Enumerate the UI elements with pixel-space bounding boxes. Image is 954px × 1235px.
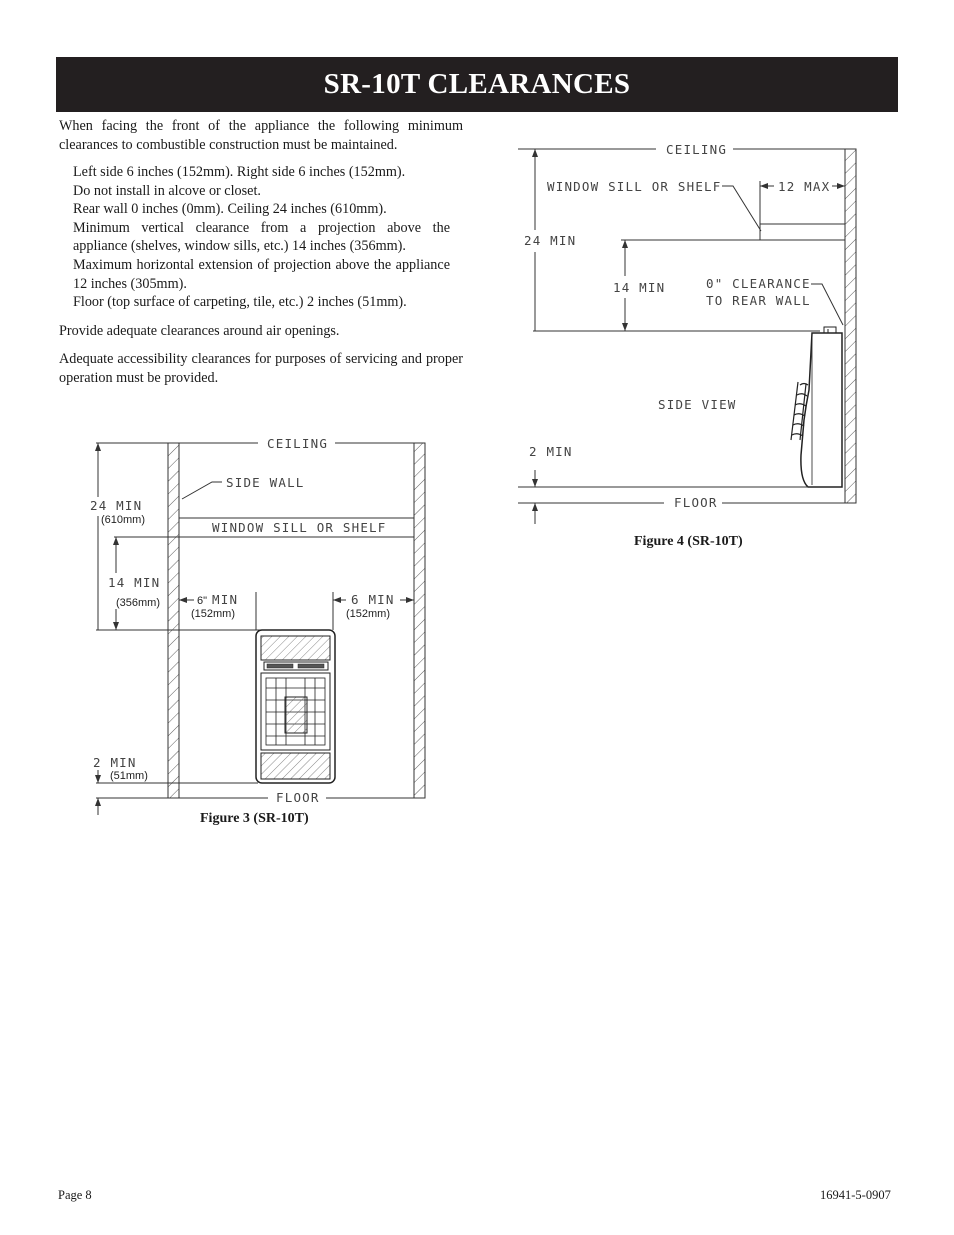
fig3-window-sill-label: WINDOW SILL OR SHELF — [212, 520, 387, 535]
document-number: 16941-5-0907 — [820, 1188, 891, 1202]
fig3-left-152mm: (152mm) — [191, 608, 236, 620]
page-number: Page 8 — [58, 1188, 92, 1202]
fig4-window-sill-label: WINDOW SILL OR SHELF — [547, 179, 722, 194]
fig3-51mm: (51mm) — [110, 770, 148, 782]
figure-4-caption: Figure 4 (SR-10T) — [634, 534, 743, 549]
fig4-floor-label: FLOOR — [674, 495, 718, 510]
fig4-side-view-label: SIDE VIEW — [658, 397, 737, 412]
fig4-12-max: 12 MAX — [778, 179, 831, 194]
fig3-floor-label: FLOOR — [276, 790, 320, 805]
fig3-side-wall-label: SIDE WALL — [226, 475, 305, 490]
figure-3-caption: Figure 3 (SR-10T) — [200, 811, 309, 826]
fig3-2-min: 2 MIN — [93, 755, 137, 770]
fig4-14-min: 14 MIN — [613, 280, 666, 295]
fig4-ceiling-label: CEILING — [666, 142, 728, 157]
accessibility-paragraph: Adequate accessibility clearances for purposes of servicing and proper operation must be provided. — [59, 351, 463, 386]
fig3-14-min: 14 MIN — [108, 575, 161, 590]
clearance-item: Minimum vertical clearance from a projection above the appliance (shelves, window sills, etc.) 14 inches (356mm). — [73, 219, 450, 255]
clearance-item: Do not install in alcove or closet. — [73, 182, 261, 199]
clearance-item: Maximum horizontal extension of projection above the appliance 12 inches (305mm). — [73, 256, 450, 292]
fig3-right-6-min: 6 MIN — [351, 592, 395, 607]
fig4-rear-clearance-line2: TO REAR WALL — [706, 293, 811, 308]
page-title: SR-10T CLEARANCES — [323, 68, 631, 100]
fig4-24-min: 24 MIN — [524, 233, 577, 248]
clearance-item: Floor (top surface of carpeting, tile, etc.) 2 inches (51mm). — [73, 294, 407, 311]
air-openings-paragraph: Provide adequate clearances around air openings. — [59, 323, 340, 339]
clearance-item: Rear wall 0 inches (0mm). Ceiling 24 inches (610mm). — [73, 201, 387, 218]
fig3-24-min: 24 MIN — [90, 498, 143, 513]
fig3-left-min: MIN — [212, 592, 239, 607]
shelf-side — [760, 224, 845, 240]
clearance-item: Left side 6 inches (152mm). Right side 6 inches (152mm). — [73, 164, 406, 180]
fig3-356mm: (356mm) — [116, 597, 161, 609]
fig4-rear-clearance-line1: 0" CLEARANCE — [706, 276, 811, 291]
fig3-left-6-inch: 6" — [197, 595, 208, 607]
fig3-610mm: (610mm) — [101, 514, 146, 526]
rear-wall — [845, 149, 856, 503]
fig3-ceiling-label: CEILING — [267, 436, 329, 451]
heater-side-illustration — [791, 327, 842, 487]
fig4-2-min: 2 MIN — [529, 444, 573, 459]
intro-paragraph: When facing the front of the appliance the following minimum clearances to combustible construction must be maintained. — [59, 118, 463, 153]
fig3-right-152mm: (152mm) — [346, 608, 391, 620]
